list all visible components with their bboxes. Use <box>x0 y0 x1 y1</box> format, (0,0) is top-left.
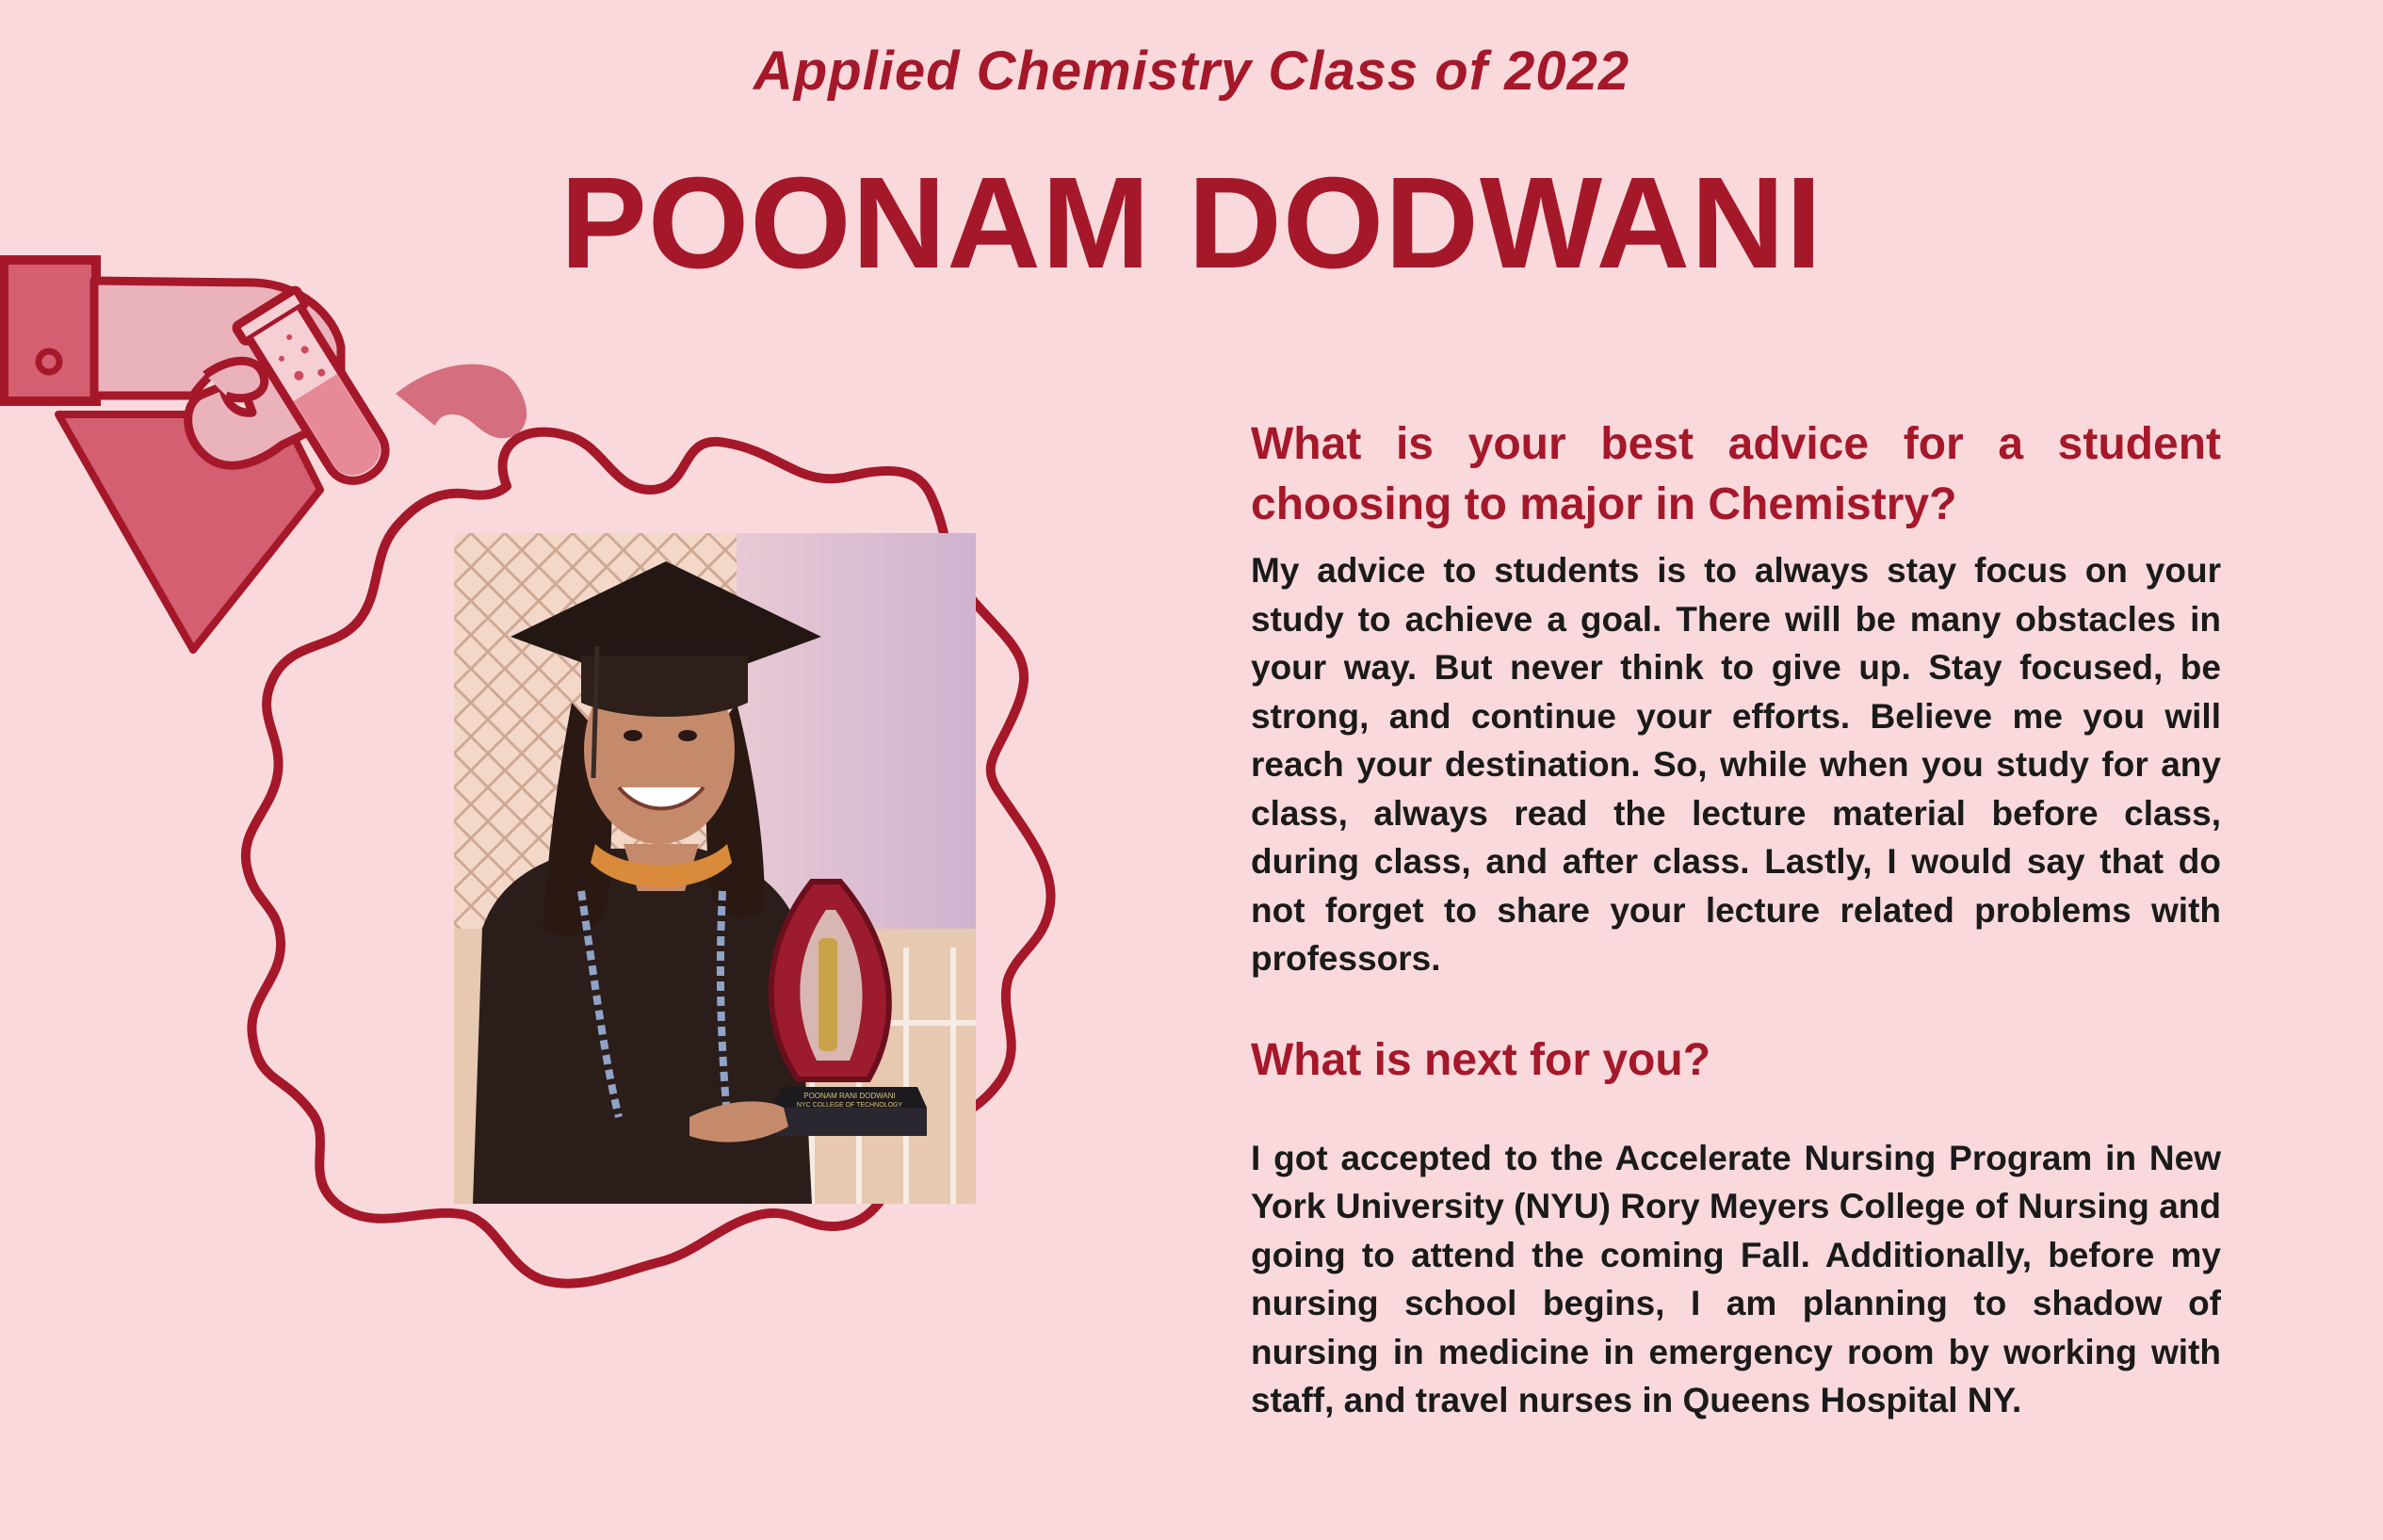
sleeve-cuff-icon <box>4 260 96 401</box>
next-question: What is next for you? <box>1251 1034 1711 1085</box>
graduation-photo <box>454 533 976 1204</box>
interview-content <box>1251 414 2221 1425</box>
class-subtitle: Applied Chemistry Class of 2022 <box>753 41 1630 102</box>
trophy-plate-line1: POONAM RANI DODWANI <box>803 1092 896 1100</box>
next-answer: I got accepted to the Accelerate Nursing Program in New York University (NYU) Rory Meyers College of Nursing and going to attend the coming Fall. Additionally, before my nursing school begins, I am planning to shadow of nursing in medicine in emergency room by working with staff, and travel nurses in Queens Hospital NY. <box>1251 1138 2221 1419</box>
trophy-plate-line2: NYC COLLEGE OF TECHNOLOGY <box>796 1102 903 1109</box>
advice-question: What is your best advice for a student choosing to major in Chemistry? <box>1251 419 2221 529</box>
pour-stream-icon <box>396 365 527 439</box>
student-name: POONAM DODWANI <box>559 151 1824 296</box>
advice-answer: My advice to students is to always stay focus on your study to achieve a goal. There will be many obstacles in your way. But never think to give up. Stay focused, be strong, and continue your efforts. Believe me you will reach your destination. So, while when you study for any class, always read the lecture material before class, during class, and after class. Lastly, I would say that do not forget to share your lecture related problems with professors. <box>1251 551 2221 978</box>
